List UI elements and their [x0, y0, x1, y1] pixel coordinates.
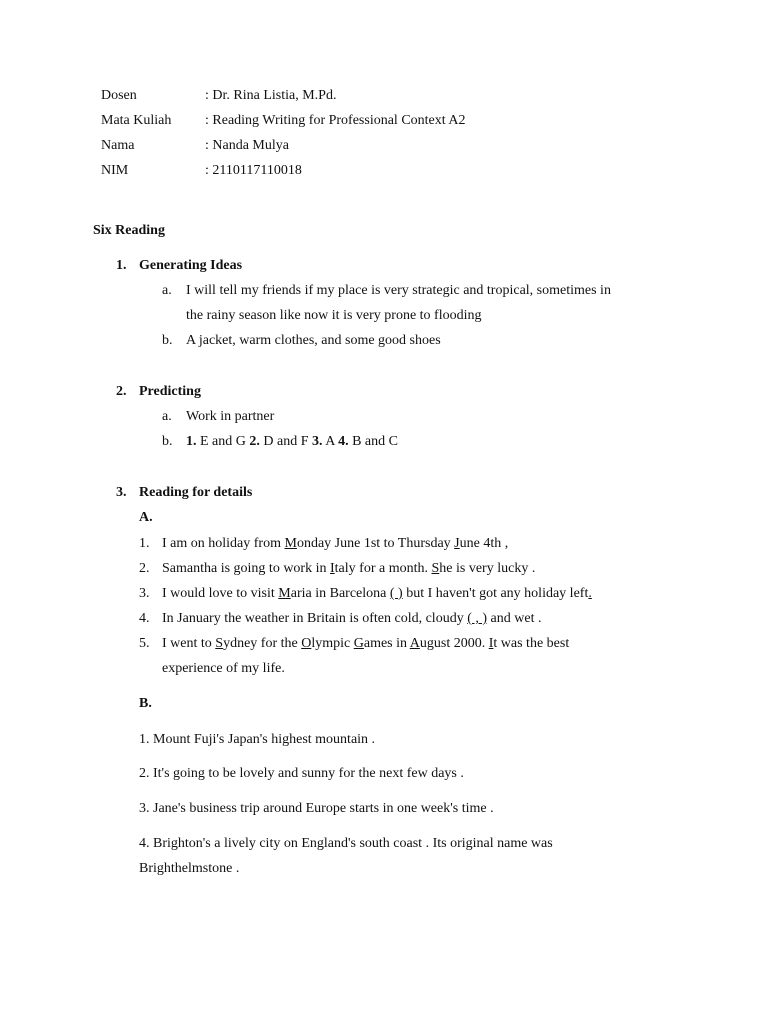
section-3-part-a-label: A.: [139, 510, 153, 525]
section-1-b-marker: b.: [162, 333, 173, 348]
label-nim: NIM: [101, 163, 129, 178]
label-nama: Nama: [101, 138, 135, 153]
part-a-item-4-text: In January the weather in Britain is often cold, cloudy ( , ) and wet .: [162, 611, 542, 626]
section-3-part-b-label: B.: [139, 696, 152, 711]
value-nama: : Nanda Mulya: [205, 138, 289, 153]
section-2-b-answers: 1. E and G 2. D and F 3. A 4. B and C: [186, 434, 398, 449]
label-dosen: Dosen: [101, 88, 137, 103]
part-a-item-4-number: 4.: [139, 611, 150, 626]
part-a-item-3-number: 3.: [139, 586, 150, 601]
value-dosen: : Dr. Rina Listia, M.Pd.: [205, 88, 337, 103]
part-b-item-3: 3. Jane's business trip around Europe starts in one week's time .: [139, 801, 494, 816]
part-b-item-4-line2: Brighthelmstone .: [139, 861, 240, 876]
section-2-heading: Predicting: [139, 384, 201, 399]
part-a-item-5-number: 5.: [139, 636, 150, 651]
part-a-item-5-line2: experience of my life.: [162, 661, 285, 676]
part-b-item-1: 1. Mount Fuji's Japan's highest mountain .: [139, 732, 376, 747]
section-2-a-marker: a.: [162, 409, 172, 424]
document-title: Six Reading: [93, 223, 165, 238]
section-1-heading: Generating Ideas: [139, 258, 243, 273]
section-1-b-text: A jacket, warm clothes, and some good shoes: [186, 333, 441, 348]
section-2-number: 2.: [116, 384, 127, 399]
part-a-item-1-number: 1.: [139, 536, 150, 551]
part-a-item-2-number: 2.: [139, 561, 150, 576]
section-1-number: 1.: [116, 258, 127, 273]
value-mata-kuliah: : Reading Writing for Professional Context A2: [205, 113, 466, 128]
section-1-a-marker: a.: [162, 283, 172, 298]
label-mata-kuliah: Mata Kuliah: [101, 113, 172, 128]
value-nim: : 2110117110018: [205, 163, 302, 178]
part-a-item-1-text: I am on holiday from Monday June 1st to Thursday June 4th ,: [162, 536, 509, 551]
part-a-item-3-text: I would love to visit Maria in Barcelona ( ) but I haven't got any holiday left.: [162, 586, 592, 601]
part-b-item-2: 2. It's going to be lovely and sunny for the next few days .: [139, 766, 464, 781]
section-3-number: 3.: [116, 485, 127, 500]
section-1-a-line1: I will tell my friends if my place is very strategic and tropical, sometimes in: [186, 283, 611, 298]
part-a-item-2-text: Samantha is going to work in Italy for a month. She is very lucky .: [162, 561, 536, 576]
section-1-a-line2: the rainy season like now it is very prone to flooding: [186, 308, 482, 323]
section-2-b-marker: b.: [162, 434, 173, 449]
part-a-item-5-text: I went to Sydney for the Olympic Games in August 2000. It was the best: [162, 636, 570, 651]
part-b-item-4: 4. Brighton's a lively city on England's south coast . Its original name was: [139, 836, 553, 851]
section-2-a-text: Work in partner: [186, 409, 275, 424]
section-3-heading: Reading for details: [139, 485, 253, 500]
